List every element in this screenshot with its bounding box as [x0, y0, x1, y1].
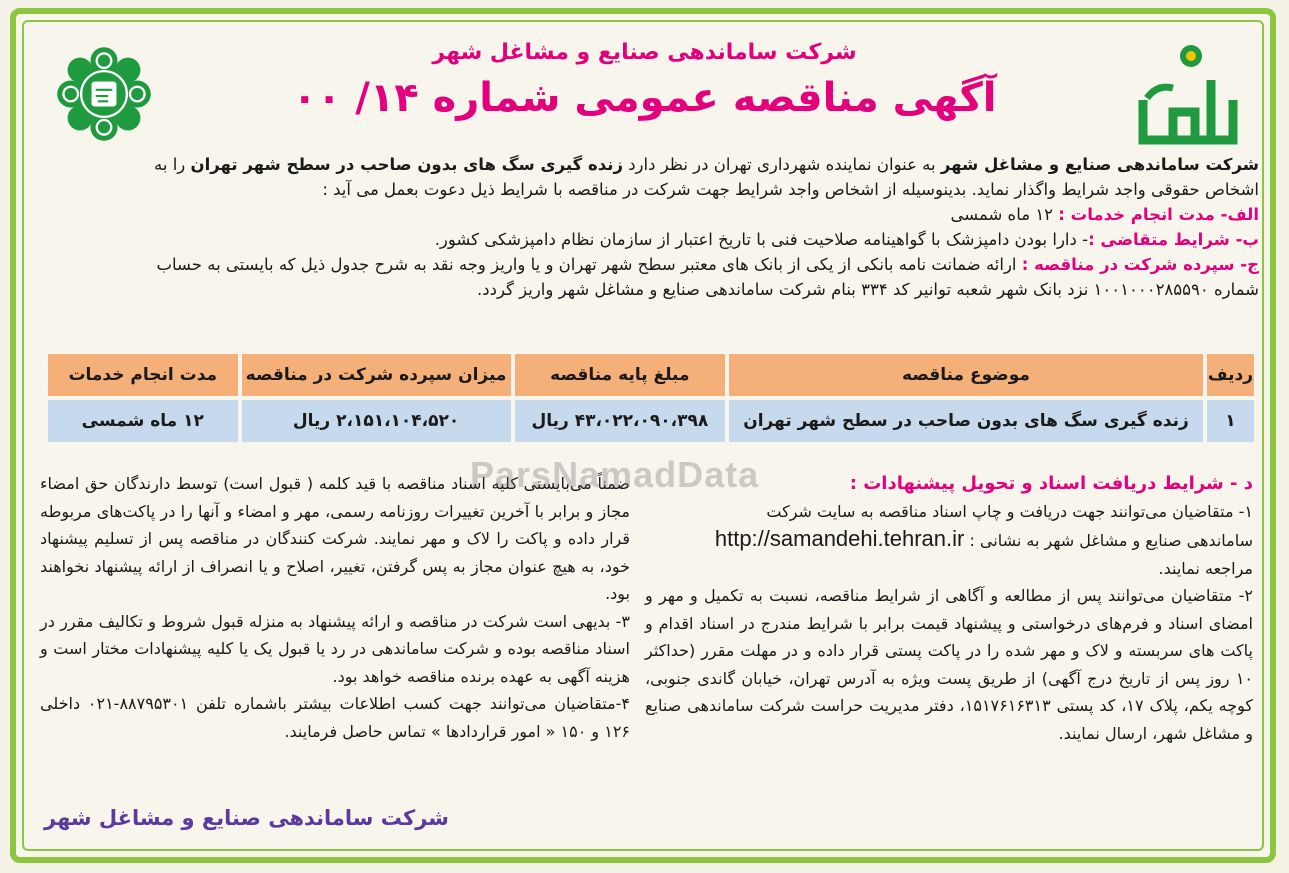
- intro-text-1: به عنوان نماینده شهرداری تهران در نظر دارد: [622, 155, 941, 174]
- table-cell: ۱۲ ماه شمسی: [48, 400, 238, 442]
- website-link[interactable]: http://samandehi.tehran.ir: [714, 526, 965, 551]
- tender-table: [44, 350, 1258, 446]
- intro-subject: زنده گیری سگ های بدون صاحب در سطح شهر تهران: [190, 155, 623, 174]
- ad-intro: [26, 152, 1259, 302]
- section-left-p3: ۳- بدیهی است شرکت در مناقصه و ارائه پیشنهاد به منزله قبول شروط و تکالیف مقرر در اسناد مناقصه بوده و شرکت ساماندهی در رد یا قبول یک یا کلیه پیشنهادات مختار است و هزینه آگهی به عهده برنده مناقصه خواهد بود.: [40, 611, 630, 686]
- section-d-p1b: ساماندهی صنایع و مشاغل شهر به نشانی :: [969, 531, 1253, 550]
- section-d-p1c: مراجعه نمایند.: [1158, 558, 1253, 578]
- table-header-cell: مبلغ پایه مناقصه: [515, 354, 725, 396]
- watermark: ParsNamadData: [470, 454, 760, 495]
- section-be: [26, 227, 1259, 252]
- section-jim: [26, 252, 1259, 277]
- footer-company: شرکت ساماندهی صنایع و مشاغل شهر: [44, 806, 449, 830]
- ad-title-number: شماره ۱۴/ ۰۰: [292, 75, 561, 121]
- table-header-cell: ردیف: [1207, 354, 1254, 396]
- intro-line-1: [26, 152, 1259, 177]
- table-cell: زنده گیری سگ های بدون صاحب در سطح شهر تهران: [729, 400, 1203, 442]
- ad-title-main: آگهی مناقصه عمومی: [574, 75, 997, 121]
- section-left: [40, 470, 630, 745]
- ad-title: [0, 75, 1289, 121]
- table-cell: ۴۳،۰۲۲،۰۹۰،۳۹۸ ریال: [515, 400, 725, 442]
- section-be-label: ب- شرایط متقاضی :: [1088, 230, 1259, 249]
- section-left-p4: ۴-متقاضیان می‌توانند جهت کسب اطلاعات بیشتر باشماره تلفن ۸۸۷۹۵۳۰۱-۰۲۱ داخلی ۱۲۶ و ۱۵۰ « امور قراردادها » تماس حاصل فرمایند.: [40, 694, 631, 741]
- section-jim-label: ج- سپرده شرکت در مناقصه :: [1021, 255, 1259, 274]
- section-alef-text: ۱۲ ماه شمسی: [950, 205, 1059, 224]
- section-be-text: - دارا بودن دامپزشک با گواهینامه صلاحیت فنی با تاریخ اعتبار از سازمان نظام دامپزشکی کشور.: [434, 230, 1089, 249]
- section-d-heading: د - شرایط دریافت اسناد و تحویل پیشنهادات :: [849, 473, 1253, 494]
- section-d-p1b-line: [645, 525, 1253, 555]
- section-jim-text: ارائه ضمانت نامه بانکی از یکی از بانک های معتبر سطح شهر تهران و یا واریز وجه نقد به شرح جدول ذیل که بایستی به حساب: [156, 255, 1022, 274]
- intro-company: شرکت ساماندهی صنایع و مشاغل شهر: [940, 155, 1259, 174]
- section-d-p1a: ۱- متقاضیان می‌توانند جهت دریافت و چاپ اسناد مناقصه به سایت شرکت: [766, 501, 1253, 521]
- company-name: شرکت ساماندهی صنایع و مشاغل شهر: [432, 40, 857, 65]
- table-cell: ۱: [1207, 400, 1254, 442]
- table-cell: ۲،۱۵۱،۱۰۴،۵۲۰ ریال: [242, 400, 511, 442]
- intro-text-2: را به: [154, 155, 191, 174]
- section-d-p2: ۲- متقاضیان می‌توانند پس از مطالعه و آگاهی از شرایط مناقصه، نسبت به تکمیل و مهر و امضای اسناد و فرم‌های درخواستی و پیشنهاد قیمت برابر با شرایط مندرج در اسناد اقدام و پاکت های سربسته و لاک و مهر شده را در پاکت پستی قرار داده و در مهلت مقرر (حداکثر ۱۰ روز پس از تاریخ درج آگهی) از طریق پست ویژه به آدرس تهران، خیابان گاندی جنوبی، کوچه یکم، پلاک ۱۷، کد پستی ۱۵۱۷۶۱۶۳۱۳، دفتر مدیریت حراست شرکت ساماندهی صنایع و مشاغل شهر، ارسال نمایند.: [645, 586, 1254, 743]
- section-left-continuation: ضمناً می‌بایستی کلیه اسناد مناقصه با قید کلمه ( قبول است) توسط دارندگان حق امضاء مجاز و برابر با آخرین تغییرات روزنامه رسمی، مهر و امضاء و آنها را در پاکت‌های مربوطه قرار داده و پاکت را لاک و مهر نمایند. شرکت کنندگان در مناقصه پس از تسلیم پیشنهاد خود، به هیچ عنوان مجاز به پس گرفتن، تغییر، اصلاح و یا انصراف از ارائه پیشنهاد نخواهند بود.: [40, 474, 630, 603]
- intro-line-2: اشخاص حقوقی واجد شرایط واگذار نماید. بدینوسیله از اشخاص واجد شرایط جهت شرکت در مناقصه با شرایط ذیل دعوت بعمل می آید :: [322, 180, 1259, 199]
- section-alef: [26, 202, 1259, 227]
- table-header-cell: مدت انجام خدمات: [48, 354, 238, 396]
- table-header-cell: موضوع مناقصه: [729, 354, 1203, 396]
- table-row: [48, 400, 1254, 442]
- section-d: [645, 470, 1253, 747]
- section-jim-line-2: شماره ۱۰۰۱۰۰۰۲۸۵۵۹۰ نزد بانک شهر شعبه توانیر کد ۳۳۴ بنام شرکت ساماندهی صنایع و مشاغل شهر واریز گردد.: [477, 280, 1259, 299]
- table-header-cell: میزان سپرده شرکت در مناقصه: [242, 354, 511, 396]
- section-alef-label: الف- مدت انجام خدمات :: [1058, 205, 1259, 224]
- table-header-row: [48, 354, 1254, 396]
